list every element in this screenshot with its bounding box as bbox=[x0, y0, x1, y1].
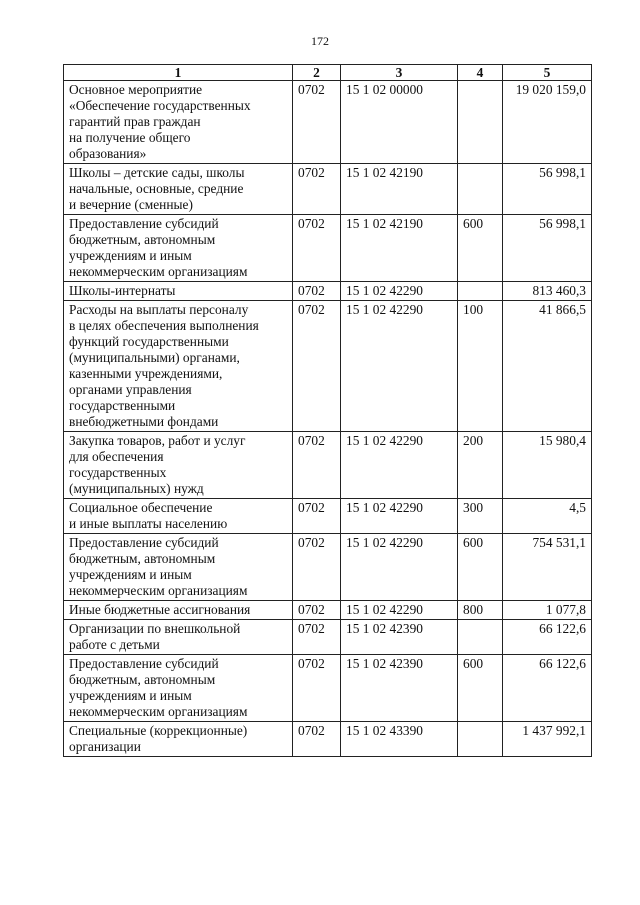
header-col-1: 1 bbox=[64, 65, 293, 81]
expense-name-line: некоммерческим организациям bbox=[69, 583, 248, 598]
expense-type-cell bbox=[458, 620, 503, 655]
expense-name-line: государственных bbox=[69, 465, 167, 480]
expense-name-line: Предоставление субсидий bbox=[69, 656, 219, 671]
table-row bbox=[64, 601, 592, 620]
target-article-cell: 15 1 02 42190 bbox=[341, 164, 458, 215]
expense-name-line: бюджетным, автономным bbox=[69, 551, 216, 566]
target-article-cell: 15 1 02 42190 bbox=[341, 215, 458, 282]
amount-cell: 56 998,1 bbox=[503, 164, 592, 215]
expense-type-cell bbox=[458, 81, 503, 164]
target-article-cell: 15 1 02 42290 bbox=[341, 499, 458, 534]
header-row bbox=[64, 65, 592, 81]
amount-cell: 1 077,8 bbox=[503, 601, 592, 620]
expense-name-cell bbox=[64, 601, 293, 620]
expense-type-cell: 600 bbox=[458, 534, 503, 601]
target-article-cell: 15 1 02 42390 bbox=[341, 620, 458, 655]
table-row bbox=[64, 81, 592, 164]
target-article-cell: 15 1 02 42290 bbox=[341, 534, 458, 601]
expense-name-line: Школы – детские сады, школы bbox=[69, 165, 245, 180]
amount-cell: 754 531,1 bbox=[503, 534, 592, 601]
target-article-cell: 15 1 02 00000 bbox=[341, 81, 458, 164]
amount-cell: 15 980,4 bbox=[503, 432, 592, 499]
section-code-cell: 0702 bbox=[293, 655, 341, 722]
section-code-cell: 0702 bbox=[293, 282, 341, 301]
section-code-cell: 0702 bbox=[293, 432, 341, 499]
section-code-cell: 0702 bbox=[293, 620, 341, 655]
amount-cell: 66 122,6 bbox=[503, 620, 592, 655]
expense-name-cell bbox=[64, 534, 293, 601]
section-code-cell: 0702 bbox=[293, 215, 341, 282]
expense-name-cell bbox=[64, 282, 293, 301]
expense-type-cell: 200 bbox=[458, 432, 503, 499]
section-code-cell: 0702 bbox=[293, 534, 341, 601]
expense-name-cell bbox=[64, 432, 293, 499]
section-code-cell: 0702 bbox=[293, 81, 341, 164]
amount-cell: 41 866,5 bbox=[503, 301, 592, 432]
expense-name-line: гарантий прав граждан bbox=[69, 114, 201, 129]
amount-cell: 56 998,1 bbox=[503, 215, 592, 282]
header-col-5: 5 bbox=[503, 65, 592, 81]
amount-cell: 813 460,3 bbox=[503, 282, 592, 301]
expense-name-cell bbox=[64, 301, 293, 432]
header-col-2: 2 bbox=[293, 65, 341, 81]
table-row bbox=[64, 282, 592, 301]
expense-name-line: на получение общего bbox=[69, 130, 191, 145]
expense-name-line: Социальное обеспечение bbox=[69, 500, 213, 515]
expense-name-line: Школы-интернаты bbox=[69, 283, 176, 298]
expense-type-cell: 100 bbox=[458, 301, 503, 432]
expense-name-line: начальные, основные, средние bbox=[69, 181, 244, 196]
section-code-cell: 0702 bbox=[293, 722, 341, 757]
expense-name-line: образования» bbox=[69, 146, 147, 161]
target-article-cell: 15 1 02 42290 bbox=[341, 282, 458, 301]
expense-name-line: функций государственными bbox=[69, 334, 229, 349]
expense-name-line: и вечерние (сменные) bbox=[69, 197, 193, 212]
expense-name-line: для обеспечения bbox=[69, 449, 164, 464]
expense-name-line: бюджетным, автономным bbox=[69, 672, 216, 687]
expense-name-cell bbox=[64, 499, 293, 534]
header-col-3: 3 bbox=[341, 65, 458, 81]
expense-name-line: Организации по внешкольной bbox=[69, 621, 241, 636]
expense-type-cell: 600 bbox=[458, 655, 503, 722]
expense-name-line: Иные бюджетные ассигнования bbox=[69, 602, 251, 617]
section-code-cell: 0702 bbox=[293, 164, 341, 215]
expense-name-line: (муниципальных) нужд bbox=[69, 481, 204, 496]
table-row bbox=[64, 499, 592, 534]
table-row bbox=[64, 620, 592, 655]
expense-name-cell bbox=[64, 215, 293, 282]
expense-name-line: Предоставление субсидий bbox=[69, 535, 219, 550]
target-article-cell: 15 1 02 42390 bbox=[341, 655, 458, 722]
target-article-cell: 15 1 02 43390 bbox=[341, 722, 458, 757]
section-code-cell: 0702 bbox=[293, 601, 341, 620]
page-number: 172 bbox=[311, 34, 329, 48]
expense-type-cell: 300 bbox=[458, 499, 503, 534]
expense-name-line: Основное мероприятие bbox=[69, 82, 203, 97]
table-row bbox=[64, 655, 592, 722]
expense-name-line: учреждениям и иным bbox=[69, 688, 192, 703]
expense-name-line: учреждениям и иным bbox=[69, 567, 192, 582]
expense-name-line: учреждениям и иным bbox=[69, 248, 192, 263]
target-article-cell: 15 1 02 42290 bbox=[341, 301, 458, 432]
table-row bbox=[64, 722, 592, 757]
expense-name-line: Предоставление субсидий bbox=[69, 216, 219, 231]
expense-name-line: государственными bbox=[69, 398, 176, 413]
expense-name-cell bbox=[64, 655, 293, 722]
expense-type-cell: 600 bbox=[458, 215, 503, 282]
expense-name-line: Расходы на выплаты персоналу bbox=[69, 302, 249, 317]
expense-name-line: органами управления bbox=[69, 382, 192, 397]
expense-name-line: (муниципальными) органами, bbox=[69, 350, 240, 365]
table-row bbox=[64, 301, 592, 432]
table-row bbox=[64, 164, 592, 215]
expense-name-line: внебюджетными фондами bbox=[69, 414, 219, 429]
expense-name-cell bbox=[64, 81, 293, 164]
expense-name-cell bbox=[64, 722, 293, 757]
expense-name-line: некоммерческим организациям bbox=[69, 264, 248, 279]
expense-name-line: работе с детьми bbox=[69, 637, 160, 652]
section-code-cell: 0702 bbox=[293, 499, 341, 534]
header-col-4: 4 bbox=[458, 65, 503, 81]
expense-name-cell bbox=[64, 164, 293, 215]
target-article-cell: 15 1 02 42290 bbox=[341, 601, 458, 620]
section-code-cell: 0702 bbox=[293, 301, 341, 432]
expense-type-cell bbox=[458, 722, 503, 757]
expense-name-line: организации bbox=[69, 739, 141, 754]
expense-name-line: и иные выплаты населению bbox=[69, 516, 228, 531]
table-row bbox=[64, 534, 592, 601]
expense-name-line: в целях обеспечения выполнения bbox=[69, 318, 259, 333]
table-row bbox=[64, 432, 592, 499]
amount-cell: 1 437 992,1 bbox=[503, 722, 592, 757]
budget-table bbox=[63, 64, 592, 757]
expense-name-cell bbox=[64, 620, 293, 655]
expense-name-line: бюджетным, автономным bbox=[69, 232, 216, 247]
expense-name-line: некоммерческим организациям bbox=[69, 704, 248, 719]
expense-type-cell bbox=[458, 282, 503, 301]
table-body bbox=[64, 81, 592, 757]
table-row bbox=[64, 215, 592, 282]
amount-cell: 19 020 159,0 bbox=[503, 81, 592, 164]
expense-type-cell: 800 bbox=[458, 601, 503, 620]
expense-type-cell bbox=[458, 164, 503, 215]
expense-name-line: Закупка товаров, работ и услуг bbox=[69, 433, 246, 448]
expense-name-line: Специальные (коррекционные) bbox=[69, 723, 248, 738]
expense-name-line: «Обеспечение государственных bbox=[69, 98, 251, 113]
amount-cell: 4,5 bbox=[503, 499, 592, 534]
amount-cell: 66 122,6 bbox=[503, 655, 592, 722]
target-article-cell: 15 1 02 42290 bbox=[341, 432, 458, 499]
expense-name-line: казенными учреждениями, bbox=[69, 366, 223, 381]
